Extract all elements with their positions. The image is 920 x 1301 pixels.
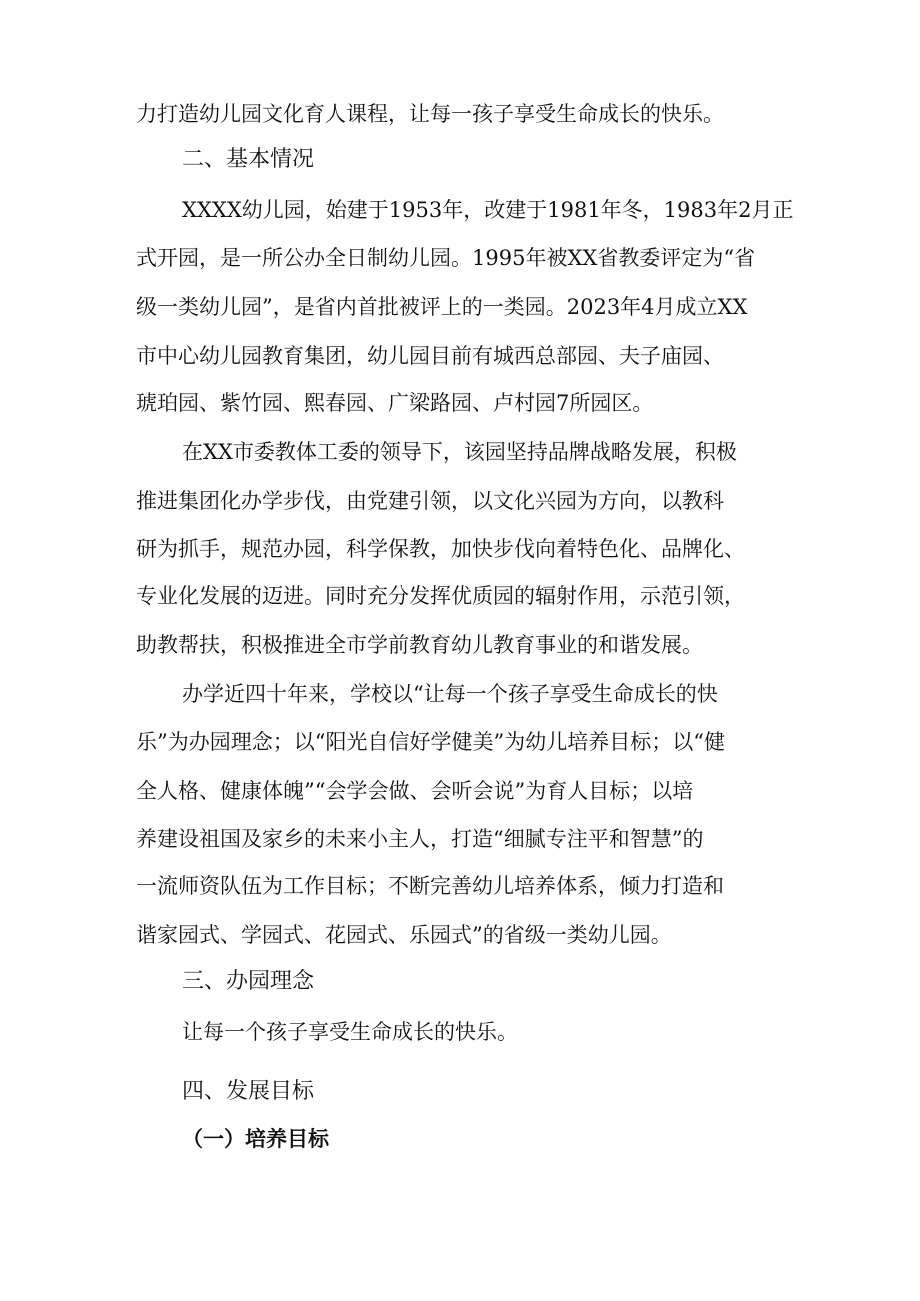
- subsection-heading-training-goals: （一）培养目标: [182, 1127, 329, 1151]
- body-line: 专业化发展的迈进。同时充分发挥优质园的辐射作用，示范引领，: [136, 584, 745, 608]
- body-line: 谐家园式、学园式、花园式、乐园式”的省级一类幼儿园。: [136, 923, 672, 947]
- body-line: 让每一个孩子享受生命成长的快乐。: [182, 1020, 518, 1044]
- body-line: 一流师资队伍为工作目标；不断完善幼儿培养体系，倾力打造和: [136, 874, 724, 898]
- body-line: 推进集团化办学步伐，由党建引领，以文化兴园为方向，以教科: [136, 489, 724, 513]
- body-line: 级一类幼儿园”，是省内首批被评上的一类园。2023年4月成立XX: [136, 295, 748, 319]
- body-line: 琥珀园、紫竹园、熙春园、广梁路园、卢村园7所园区。: [136, 391, 654, 415]
- body-line: 乐”为办园理念；以“阳光自信好学健美”为幼儿培养目标；以“健: [136, 730, 725, 754]
- body-line: 力打造幼儿园文化育人课程，让每一孩子享受生命成长的快乐。: [136, 102, 724, 126]
- section-heading-goals: 四、发展目标: [182, 1079, 315, 1104]
- body-line: 全人格、健康体魄”“会学会做、会听会说”为育人目标；以培: [136, 779, 694, 803]
- body-line: 市中心幼儿园教育集团，幼儿园目前有城西总部园、夫子庙园、: [136, 344, 724, 368]
- section-heading-basic-info: 二、基本情况: [182, 147, 315, 172]
- body-line: XXXX幼儿园，始建于1953年，改建于1981年冬，1983年2月正: [182, 198, 794, 222]
- body-line: 在XX市委教体工委的领导下，该园坚持品牌战略发展，积极: [182, 440, 737, 464]
- body-line: 办学近四十年来，学校以“让每一个孩子享受生命成长的快: [182, 682, 718, 706]
- body-line: 式开园，是一所公办全日制幼儿园。1995年被XX省教委评定为“省: [136, 246, 756, 270]
- body-line: 助教帮扶，积极推进全市学前教育幼儿教育事业的和谐发展。: [136, 633, 703, 657]
- body-line: 养建设祖国及家乡的未来小主人，打造“细腻专注平和智慧”的: [136, 827, 704, 851]
- section-heading-philosophy: 三、办园理念: [182, 969, 315, 994]
- body-line: 研为抓手，规范办园，科学保教，加快步伐向着特色化、品牌化、: [136, 537, 745, 561]
